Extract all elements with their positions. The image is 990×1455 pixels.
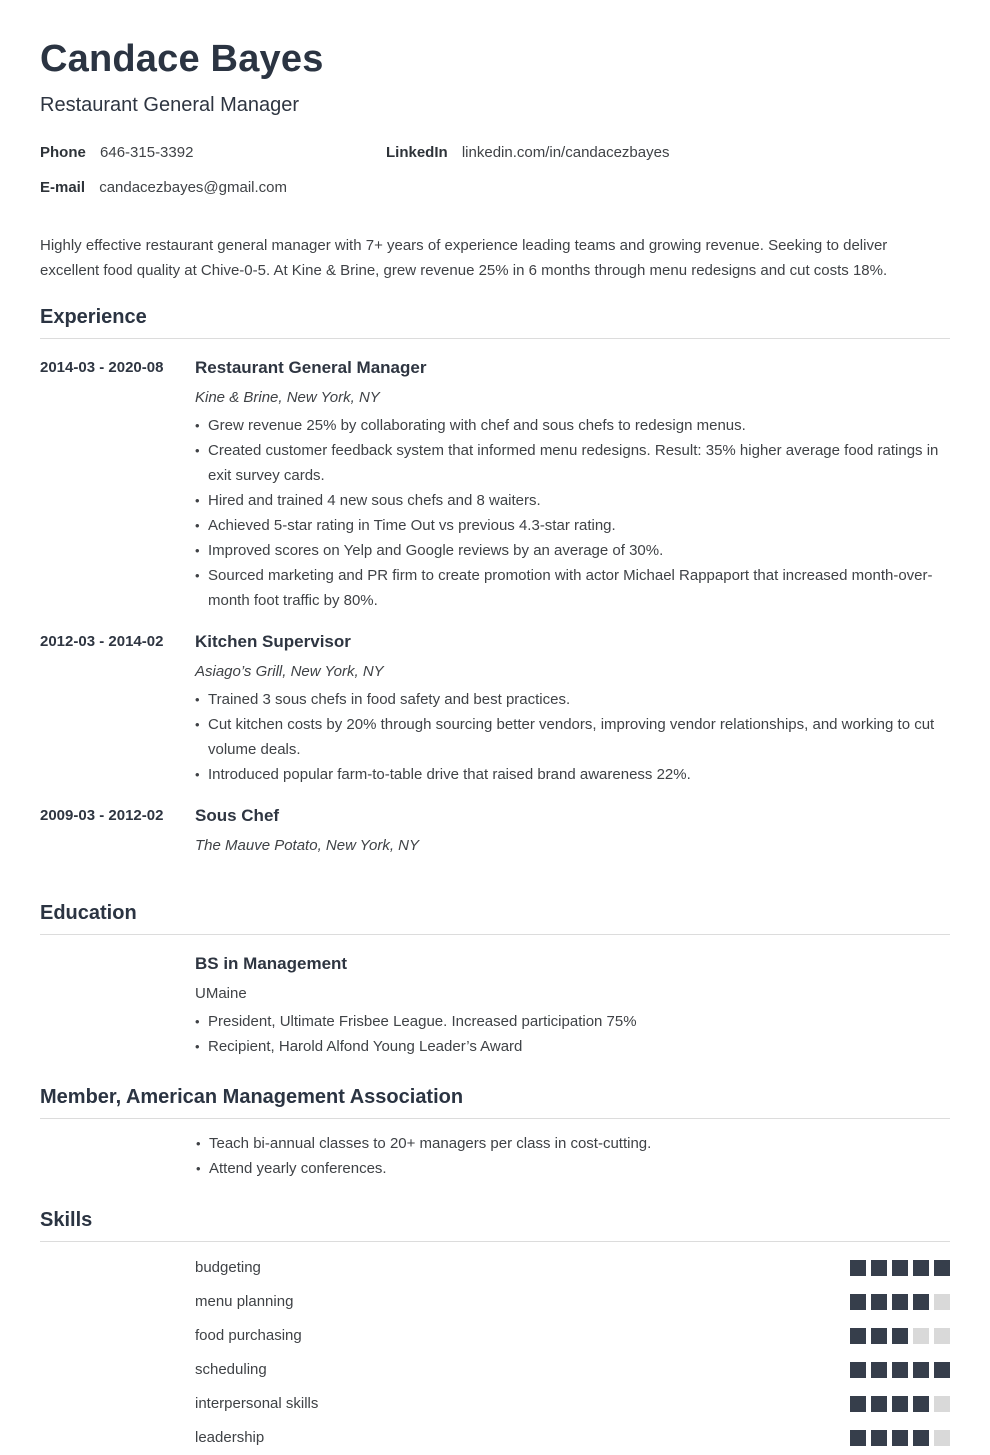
education-entries — [40, 935, 950, 1059]
bullet-item: • President, Ultimate Frisbee League. Increased participation 75% — [195, 1009, 950, 1034]
bullet-item: • Hired and trained 4 new sous chefs and 8 waiters. — [195, 488, 950, 513]
entry-dates: 2012-03 - 2014-02 — [40, 632, 164, 650]
contact-phone-label: Phone — [40, 143, 86, 161]
section-experience — [40, 306, 950, 854]
skill-row — [195, 1421, 950, 1455]
rating-square-filled — [892, 1430, 908, 1446]
contact-email — [40, 179, 386, 196]
skill-row — [195, 1285, 950, 1319]
entry-body — [195, 358, 950, 613]
entry-company: The Mauve Potato, New York, NY — [195, 836, 419, 854]
bullet-item: • Cut kitchen costs by 20% through sourcing better vendors, improving vendor relationships, and working to cut volume deals. — [195, 712, 950, 762]
skill-row — [195, 1251, 950, 1285]
rating-square-filled — [871, 1328, 887, 1344]
section-education — [40, 902, 950, 1059]
resume-entry — [40, 613, 950, 787]
rating-square-filled — [871, 1362, 887, 1378]
summary-text: Highly effective restaurant general manager with 7+ years of experience leading teams and growing revenue. Seeking to deliver excellent food quality at Chive-0-5. At Kine & Brine, grew revenue 25% in 6 months through menu redesigns and cut costs 18%. — [40, 236, 888, 279]
skills-list — [195, 1251, 950, 1455]
rating-square-filled — [892, 1328, 908, 1344]
contact-phone — [40, 144, 386, 161]
skill-name: leadership — [195, 1429, 265, 1447]
entry-title: Kitchen Supervisor — [195, 631, 351, 651]
rating-square-filled — [850, 1260, 866, 1276]
rating-square-filled — [913, 1260, 929, 1276]
rating-square-filled — [892, 1260, 908, 1276]
rating-square-filled — [934, 1362, 950, 1378]
section-heading-experience: Experience — [40, 306, 950, 339]
rating-square-filled — [913, 1396, 929, 1412]
skill-row — [195, 1353, 950, 1387]
bullet-item: • Teach bi-annual classes to 20+ managers per class in cost-cutting. — [196, 1131, 950, 1156]
rating-square-filled — [850, 1396, 866, 1412]
entry-dates: 2009-03 - 2012-02 — [40, 806, 164, 824]
section-heading-membership: Member, American Management Association — [40, 1086, 950, 1119]
bullet-item: • Improved scores on Yelp and Google reviews by an average of 30%. — [195, 538, 950, 563]
skill-rating — [845, 1430, 950, 1446]
skill-name: interpersonal skills — [195, 1395, 319, 1413]
skill-name: food purchasing — [195, 1327, 302, 1345]
skill-name: scheduling — [195, 1361, 267, 1379]
rating-square-filled — [913, 1430, 929, 1446]
skill-row — [195, 1387, 950, 1421]
experience-entries — [40, 339, 950, 854]
rating-square-filled — [934, 1260, 950, 1276]
contact-linkedin-label: LinkedIn — [386, 143, 448, 161]
rating-square-filled — [892, 1396, 908, 1412]
membership-bullets — [196, 1131, 950, 1181]
resume-page — [0, 38, 990, 1447]
entry-bullets — [195, 413, 950, 613]
bullet-item: • Recipient, Harold Alfond Young Leader’s Award — [195, 1034, 950, 1059]
entry-body — [195, 954, 950, 1059]
section-heading-skills: Skills — [40, 1209, 950, 1242]
section-heading-education: Education — [40, 902, 950, 935]
bullet-item: • Attend yearly conferences. — [196, 1156, 950, 1181]
rating-square-empty — [934, 1430, 950, 1446]
entry-title: Restaurant General Manager — [195, 357, 427, 377]
rating-square-filled — [913, 1294, 929, 1310]
contact-phone-value: 646-315-3392 — [100, 143, 194, 161]
skill-row — [195, 1319, 950, 1353]
rating-square-filled — [892, 1294, 908, 1310]
skill-rating — [845, 1396, 950, 1412]
rating-square-filled — [871, 1396, 887, 1412]
rating-square-empty — [913, 1328, 929, 1344]
resume-entry — [40, 787, 950, 854]
entry-dates: 2014-03 - 2020-08 — [40, 358, 164, 376]
rating-square-filled — [871, 1260, 887, 1276]
rating-square-filled — [892, 1362, 908, 1378]
entry-body — [195, 806, 950, 854]
contact-linkedin — [386, 144, 950, 161]
rating-square-filled — [871, 1430, 887, 1446]
contact-email-label: E-mail — [40, 178, 86, 196]
entry-company: Kine & Brine, New York, NY — [195, 388, 380, 406]
bullet-item: • Sourced marketing and PR firm to create promotion with actor Michael Rappaport that increased month-over-month foot traffic by 80%. — [195, 563, 950, 613]
bullet-item: • Created customer feedback system that informed menu redesigns. Result: 35% higher average food ratings in exit survey cards. — [195, 438, 950, 488]
entry-title: Sous Chef — [195, 805, 280, 825]
entry-company: Asiago’s Grill, New York, NY — [195, 662, 384, 680]
contact-email-value: candacezbayes@gmail.com — [99, 178, 288, 196]
rating-square-empty — [934, 1294, 950, 1310]
rating-square-filled — [913, 1362, 929, 1378]
rating-square-filled — [871, 1294, 887, 1310]
resume-entry — [40, 935, 950, 1059]
entry-bullets — [195, 687, 950, 787]
contact-info — [40, 144, 950, 196]
rating-square-empty — [934, 1328, 950, 1344]
entry-bullets — [195, 1009, 950, 1059]
resume-header — [40, 38, 950, 283]
rating-square-filled — [850, 1294, 866, 1310]
bullet-item: • Trained 3 sous chefs in food safety and best practices. — [195, 687, 950, 712]
bullet-item: • Grew revenue 25% by collaborating with chef and sous chefs to redesign menus. — [195, 413, 950, 438]
entry-body — [195, 632, 950, 787]
rating-square-empty — [934, 1396, 950, 1412]
person-title: Restaurant General Manager — [40, 93, 300, 116]
bullet-item: • Introduced popular farm-to-table drive that raised brand awareness 22%. — [195, 762, 950, 787]
rating-square-filled — [850, 1328, 866, 1344]
entry-title: BS in Management — [195, 953, 348, 973]
bullet-item: • Achieved 5-star rating in Time Out vs previous 4.3-star rating. — [195, 513, 950, 538]
entry-company: UMaine — [195, 984, 247, 1002]
skill-name: budgeting — [195, 1259, 261, 1277]
rating-square-filled — [850, 1362, 866, 1378]
section-membership — [40, 1086, 950, 1181]
skill-rating — [845, 1328, 950, 1344]
person-name: Candace Bayes — [40, 38, 324, 80]
resume-entry — [40, 339, 950, 613]
contact-linkedin-value: linkedin.com/in/candacezbayes — [461, 143, 670, 161]
skill-rating — [845, 1260, 950, 1276]
rating-square-filled — [850, 1430, 866, 1446]
skill-rating — [845, 1294, 950, 1310]
skill-name: menu planning — [195, 1293, 294, 1311]
section-skills — [40, 1209, 950, 1455]
entry-dates — [40, 954, 195, 1059]
skill-rating — [845, 1362, 950, 1378]
